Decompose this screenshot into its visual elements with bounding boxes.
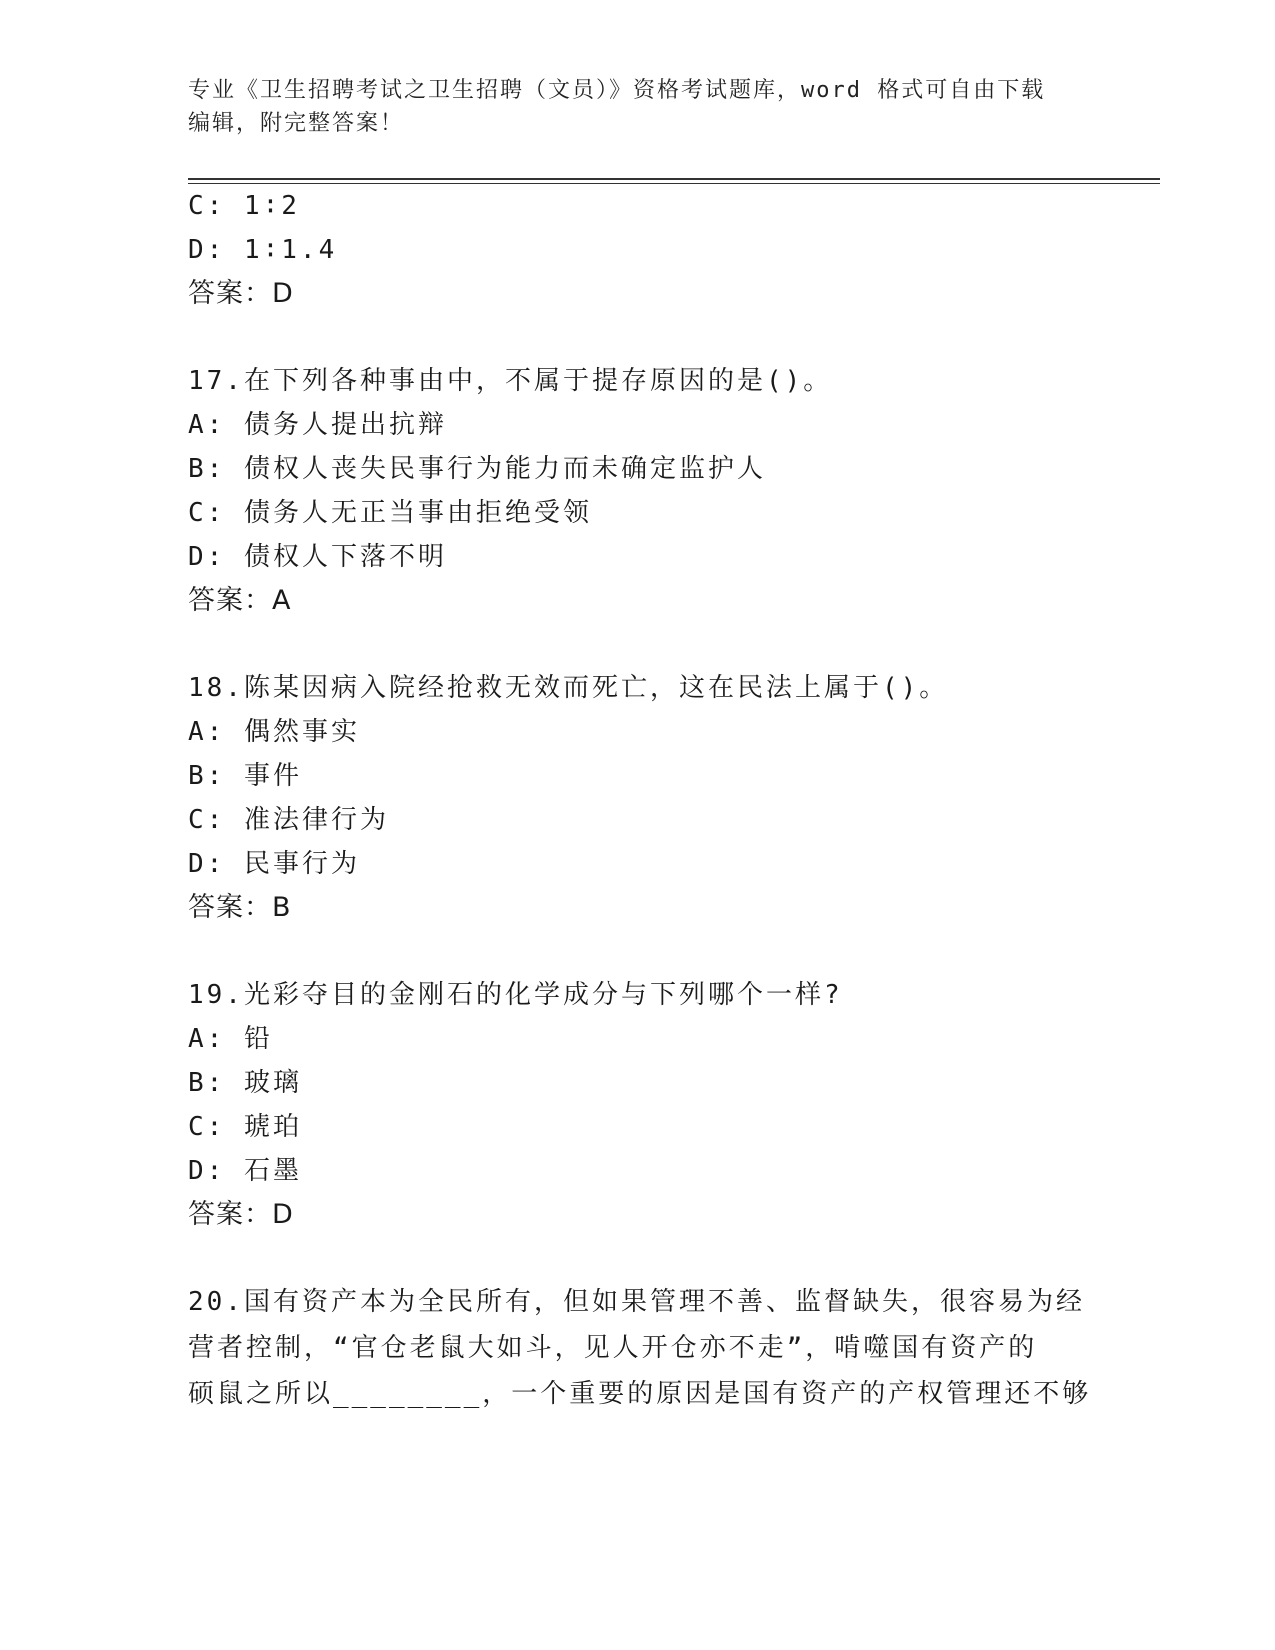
q19-option-b: B: 玻璃 <box>188 1068 302 1098</box>
q17-stem: 17.在下列各种事由中，不属于提存原因的是()。 <box>188 366 833 396</box>
q17-option-d: D: 债权人下落不明 <box>188 542 447 572</box>
q17-answer: 答案：A <box>188 585 292 616</box>
q19-stem: 19.光彩夺目的金刚石的化学成分与下列哪个一样? <box>188 980 843 1010</box>
q19-answer: 答案：D <box>188 1199 294 1230</box>
q17-option-a: A: 债务人提出抗辩 <box>188 410 447 440</box>
q19-option-d: D: 石墨 <box>188 1156 302 1186</box>
q19-option-c: C: 琥珀 <box>188 1112 302 1142</box>
header-line-1: 专业《卫生招聘考试之卫生招聘（文员）》资格考试题库，word 格式可自由下载 <box>188 78 1046 103</box>
q18-option-c: C: 准法律行为 <box>188 805 389 835</box>
q17-option-b: B: 债权人丧失民事行为能力而未确定监护人 <box>188 454 766 484</box>
q18-option-b: B: 事件 <box>188 761 302 791</box>
q20-line-2: 营者控制，“官仓老鼠大如斗，见人开仓亦不走”，啃噬国有资产的 <box>188 1333 1038 1363</box>
document-header <box>188 74 1088 140</box>
q18-answer: 答案：B <box>188 892 292 923</box>
q18-option-d: D: 民事行为 <box>188 849 360 879</box>
q19-option-a: A: 铅 <box>188 1024 273 1054</box>
q17-option-c: C: 债务人无正当事由拒绝受领 <box>188 498 592 528</box>
prev-option-c: C: 1∶2 <box>188 191 300 221</box>
prev-answer: 答案：D <box>188 278 294 309</box>
q20-line-1: 20.国有资产本为全民所有，但如果管理不善、监督缺失，很容易为经 <box>188 1287 1085 1317</box>
header-rule-thick <box>188 178 1160 180</box>
prev-option-d: D: 1∶1.4 <box>188 235 338 265</box>
q18-stem: 18.陈某因病入院经抢救无效而死亡，这在民法上属于()。 <box>188 673 949 703</box>
q18-option-a: A: 偶然事实 <box>188 717 360 747</box>
q20-line-3: 硕鼠之所以________，一个重要的原因是国有资产的产权管理还不够 <box>188 1379 1092 1409</box>
header-rule-thin <box>188 183 1160 184</box>
header-line-2: 编辑，附完整答案！ <box>188 111 405 136</box>
